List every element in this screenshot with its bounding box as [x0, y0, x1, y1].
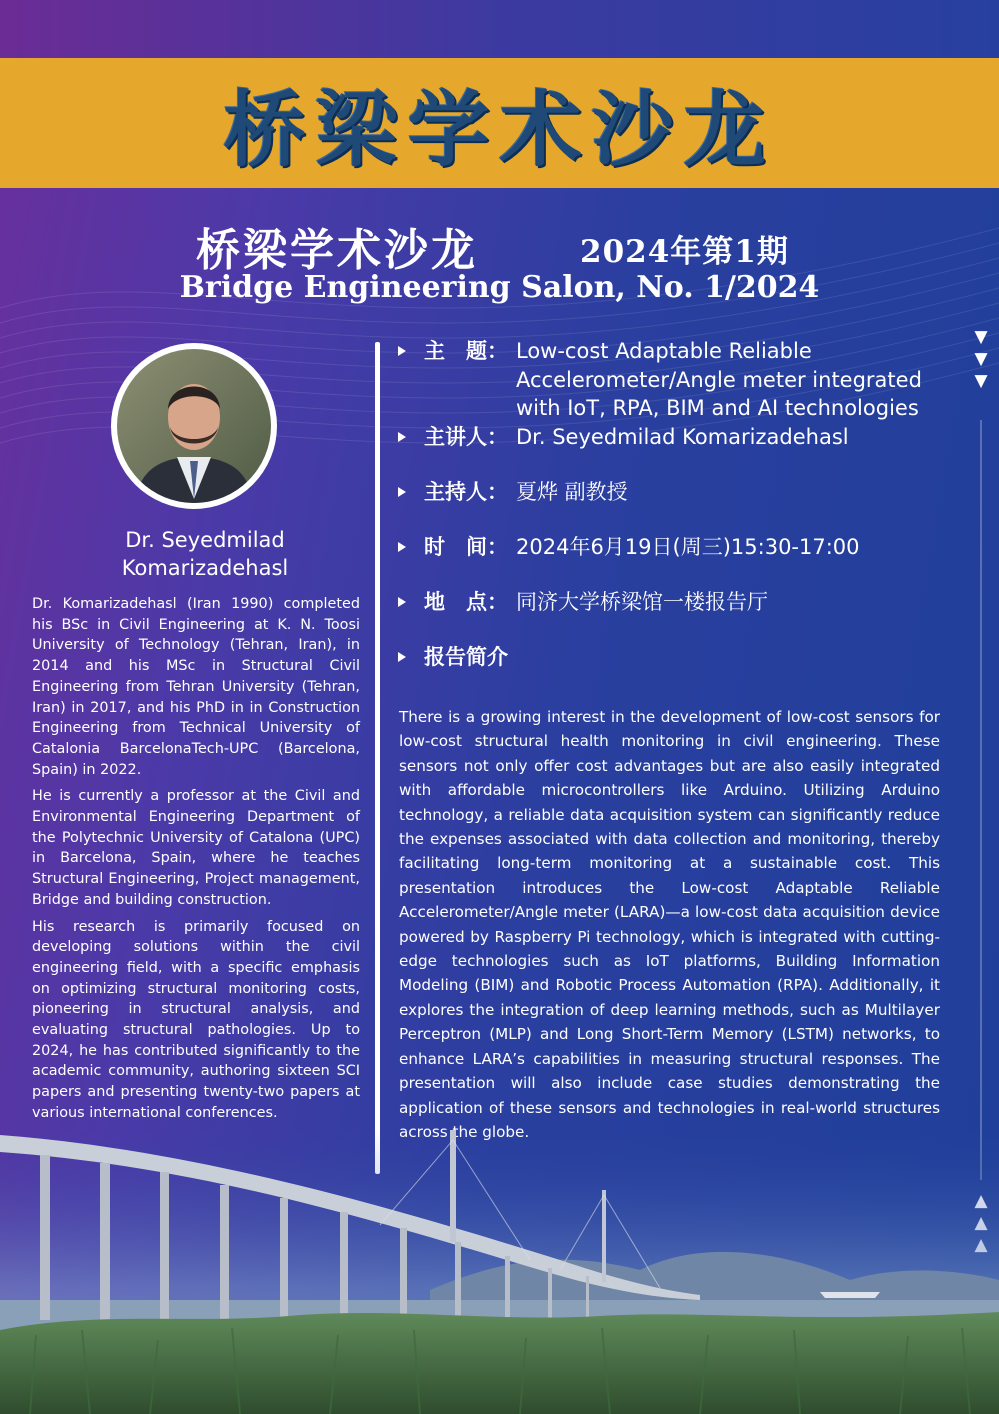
speaker-name	[60, 526, 350, 582]
abstract-text: There is a growing interest in the development of low-cost sensors for low-cost structural health monitoring in civil engineering. These sensors not only offer cost advantages but are also easily integrated with affordable microcontrollers like Arduino. Utilizing Arduino technology, a reliable data acquisition system can significantly reduce the expenses associated with data collection and monitoring, thereby facilitating long-term monitoring at a sustainable cost. This presentation introduces the Low-cost Adaptable Reliable Accelerometer/Angle meter (LARA)—a low-cost data acquisition device powered by Raspberry Pi technology, which is integrated with cutting-edge technologies such as IoT platforms, Building Information Modeling (BIM) and Robotic Process Automation (RPA). Additionally, it explores the integration of deep learning methods, such as Multilayer Perceptron (MLP) and Long Short-Term Memory (LSTM) networks, to enhance LARA’s capabilities in measuring structural responses. The presentation will also include case studies demonstrating the application of these sensors and technologies in real-world structures	[399, 708, 940, 1117]
bio-paragraph: He is currently a professor at the Civil and Environmental Engineering Department of the Polytechnic University of Catalona (UPC) in Barcelona, Spain, where he teaches Structural Engineering, Project management, Bridge and building construction.	[32, 788, 360, 908]
host-label: 主持人：	[424, 480, 508, 504]
speaker-portrait-icon	[117, 349, 271, 503]
time-value: 2024年6月19日(周三)15:30-17:00	[516, 535, 860, 559]
speaker-name-line1: Dr. Seyedmilad	[125, 528, 285, 552]
speaker-photo	[111, 343, 277, 509]
bridge-landscape-illustration	[0, 1130, 999, 1414]
subtitle-chinese: 桥梁学术沙龙	[196, 225, 478, 276]
subtitle-english: Bridge Engineering Salon, No. 1/2024	[179, 270, 820, 305]
speaker-label: 主讲人：	[424, 425, 508, 449]
bullet-icon	[398, 487, 406, 497]
bio-paragraph: His research is primarily focused on developing solutions within the civil engineering field, with a specific emphasis on optimizing structural monitoring costs, pioneering in structural analysis, and evaluating structural pathologies. Up to 2024, he has contributed significantly to the academic community, authoring sixteen SCI papers and presenting twenty-two papers at various international conferences.	[32, 918, 360, 1121]
title-banner	[0, 58, 999, 188]
top-strip	[0, 0, 999, 58]
speaker-name-line2: Komarizadehasl	[121, 556, 289, 580]
banner-title: 桥梁学术沙龙	[223, 81, 776, 178]
abstract-heading-row	[398, 643, 943, 673]
event-info	[398, 337, 943, 673]
bullet-icon	[398, 432, 406, 442]
bullet-icon	[398, 652, 406, 662]
bullet-icon	[398, 346, 406, 356]
time-label: 时 间：	[424, 535, 508, 559]
place-value: 同济大学桥梁馆一楼报告厅	[516, 590, 768, 614]
bullet-icon	[398, 542, 406, 552]
host-value: 夏烨 副教授	[516, 480, 628, 504]
host-row	[398, 478, 943, 533]
topic-row	[398, 337, 943, 423]
topic-value: Low-cost Adaptable Reliable Accelerometer/Angle meter integrated with IoT, RPA, BIM and AI technologies	[516, 339, 922, 420]
speaker-value: Dr. Seyedmilad Komarizadehasl	[516, 425, 849, 449]
place-row	[398, 588, 943, 643]
place-label: 地 点：	[424, 590, 508, 614]
speaker-bio	[32, 594, 360, 1130]
time-row	[398, 533, 943, 588]
bullet-icon	[398, 597, 406, 607]
topic-label: 主 题：	[424, 339, 508, 363]
speaker-row	[398, 423, 943, 478]
subtitle-issue: 2024年第1期	[580, 234, 789, 270]
abstract-heading: 报告简介	[424, 645, 508, 669]
bio-paragraph: Dr. Komarizadehasl (Iran 1990) completed his BSc in Civil Engineering at K. N. Toosi University of Technology (Tehran, Iran), in 2014 and his MSc in Structural Civil Engineering from Tehran University (Tehran, Iran) in 2017, and his PhD in in Construction Engineering from Technical University of Catalonia BarcelonaTech-UPC (Barcelona, Spain) in 2022.	[32, 596, 360, 778]
column-divider	[375, 342, 380, 1174]
down-arrows-icon: ▼ ▼ ▼	[974, 327, 988, 391]
side-line-decoration	[980, 420, 982, 1180]
